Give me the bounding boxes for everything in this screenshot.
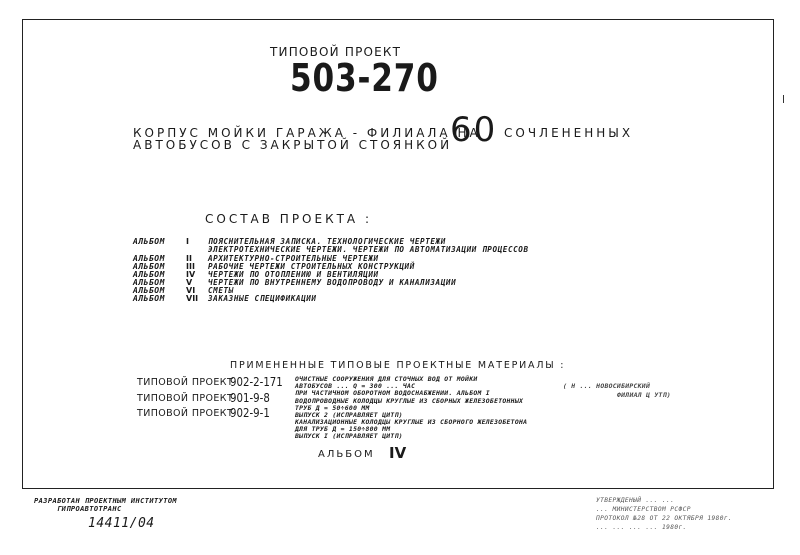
reference-label: ТИПОВОЙ ПРОЕКТ — [137, 408, 234, 419]
album-label: АЛЬБОМ — [133, 286, 165, 295]
album-label: АЛЬБОМ — [133, 278, 165, 287]
album-description: ЗАКАЗНЫЕ СПЕЦИФИКАЦИИ — [208, 294, 317, 303]
title-line1-part2: СОЧЛЕНЕННЫХ — [504, 126, 634, 140]
archive-number: 14411/04 — [88, 516, 155, 531]
reference-label: ТИПОВОЙ ПРОЕКТ — [137, 393, 234, 404]
album-label: АЛЬБОМ — [133, 270, 165, 279]
frame-tick-mark — [783, 95, 784, 103]
approval-stamp-4: ... ... ... ... 1980г. — [596, 524, 687, 531]
header-label: ТИПОВОЙ ПРОЕКТ — [270, 45, 402, 59]
album-label: АЛЬБОМ — [133, 254, 165, 263]
album-number: V — [186, 278, 193, 287]
approval-stamp-1: УТВЕРЖДЕНЫЙ ... ... — [596, 497, 675, 504]
current-album-number: IV — [389, 444, 407, 462]
album-description: РАБОЧИЕ ЧЕРТЕЖИ СТРОИТЕЛЬНЫХ КОНСТРУКЦИЙ — [208, 262, 415, 271]
reference-code: 902-2-171 — [230, 375, 283, 389]
title-line2: АВТОБУСОВ С ЗАКРЫТОЙ СТОЯНКОЙ — [133, 138, 453, 152]
album-description: ЧЕРТЕЖИ ПО ВНУТРЕННЕМУ ВОДОПРОВОДУ И КАНАЛИЗАЦИИ — [208, 278, 457, 287]
album-number: II — [186, 254, 192, 263]
project-number: 503-270 — [290, 56, 439, 100]
album-number: I — [186, 237, 189, 246]
reference-description: КАНАЛИЗАЦИОННЫЕ КОЛОДЦЫ КРУГЛЫЕ ИЗ СБОРНОГО ЖЕЛЕЗОБЕТОНА — [295, 418, 528, 426]
album-description: ПОЯСНИТЕЛЬНАЯ ЗАПИСКА. ТЕХНОЛОГИЧЕСКИЕ ЧЕРТЕЖИ — [208, 237, 446, 246]
album-description: АРХИТЕКТУРНО-СТРОИТЕЛЬНЫЕ ЧЕРТЕЖИ — [208, 254, 379, 263]
album-label: АЛЬБОМ — [133, 294, 165, 303]
approval-stamp-3: ПРОТОКОЛ №28 ОТ 22 ОКТЯБРЯ 1980г. — [596, 515, 733, 522]
reference-label: ТИПОВОЙ ПРОЕКТ — [137, 377, 234, 388]
reference-description-3: ВЫПУСК 2 (ИСПРАВЛЯЕТ ЦИТП) — [295, 411, 403, 419]
album-number: III — [186, 262, 195, 271]
side-note-2: ФИЛИАЛ Ц УТП) — [617, 391, 671, 399]
developer-line-1: РАЗРАБОТАН ПРОЕКТНЫМ ИНСТИТУТОМ — [34, 497, 178, 505]
album-number: IV — [186, 270, 196, 279]
applied-heading: ПРИМЕНЕННЫЕ ТИПОВЫЕ ПРОЕКТНЫЕ МАТЕРИАЛЫ : — [230, 360, 566, 371]
album-label: АЛЬБОМ — [133, 262, 165, 271]
reference-description-2: ДЛЯ ТРУБ Д = 150÷800 ММ — [295, 425, 391, 433]
composition-heading: СОСТАВ ПРОЕКТА : — [205, 212, 372, 226]
reference-description-2: АВТОБУСОВ ... Q = 300 ... ЧАС — [295, 382, 416, 390]
title-line1-part1: КОРПУС МОЙКИ ГАРАЖА - ФИЛИАЛА НА — [133, 126, 481, 140]
album-description: ЧЕРТЕЖИ ПО ОТОПЛЕНИЮ И ВЕНТИЛЯЦИИ — [208, 270, 379, 279]
reference-code: 902-9-1 — [230, 406, 270, 420]
reference-description: ВОДОПРОВОДНЫЕ КОЛОДЦЫ КРУГЛЫЕ ИЗ СБОРНЫХ ЖЕЛЕЗОБЕТОННЫХ — [295, 397, 524, 405]
album-label: АЛЬБОМ — [133, 237, 165, 246]
developer-line-2: ГИПРОАВТОТРАНС — [57, 505, 122, 513]
album-description: СМЕТЫ — [208, 286, 234, 295]
approval-stamp-2: ... МИНИСТЕРСТВОМ РСФСР — [596, 506, 691, 513]
reference-description-3: ПРИ ЧАСТИЧНОМ ОБОРОТНОМ ВОДОСНАБЖЕНИИ. АЛЬБОМ I — [295, 389, 490, 397]
side-note-1: ( Н ... НОВОСИБИРСКИЙ — [563, 382, 651, 390]
reference-description-2: ТРУБ Д = 50÷600 ММ — [295, 404, 370, 412]
album-number: VI — [186, 286, 196, 295]
album-description-2: ЭЛЕКТРОТЕХНИЧЕСКИЕ ЧЕРТЕЖИ. ЧЕРТЕЖИ ПО АВТОМАТИЗАЦИИ ПРОЦЕССОВ — [208, 245, 529, 254]
reference-code: 901-9-8 — [230, 391, 270, 405]
current-album-label: АЛЬБОМ — [318, 449, 375, 460]
album-number: VII — [186, 294, 199, 303]
reference-description: ОЧИСТНЫЕ СООРУЖЕНИЯ ДЛЯ СТОЧНЫХ ВОД ОТ МОЙКИ — [295, 375, 478, 383]
reference-description-3: ВЫПУСК I (ИСПРАВЛЯЕТ ЦИТП) — [295, 432, 403, 440]
title-capacity: 60 — [450, 110, 498, 150]
